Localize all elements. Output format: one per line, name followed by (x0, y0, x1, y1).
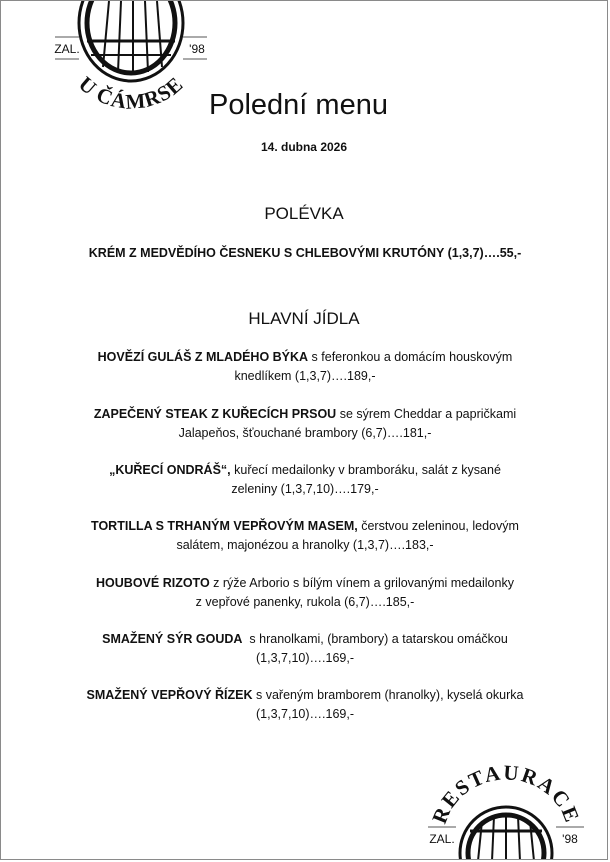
main-dish-description: s vařeným bramborem (hranolky), kyselá okurka (252, 688, 524, 702)
main-dish-line-2: (1,3,7,10)….169,- (256, 651, 354, 665)
main-dish-name: SMAŽENÝ VEPŘOVÝ ŘÍZEK (86, 688, 253, 702)
main-dish-description: se sýrem Cheddar a papričkami (336, 407, 517, 421)
main-dish-line-1 (31, 686, 579, 705)
logo-top-year: '98 (189, 42, 205, 56)
main-dish-line-1 (31, 348, 579, 367)
main-dish-name: SMAŽENÝ SÝR GOUDA (102, 632, 243, 646)
main-dish-line-2: knedlíkem (1,3,7)….189,- (234, 369, 376, 383)
main-dish-line-1 (31, 630, 579, 649)
main-dish-description: s feferonkou a domácím houskovým (308, 350, 513, 364)
main-dish-name: ZAPEČENÝ STEAK Z KUŘECÍCH PRSOU (93, 407, 337, 421)
logo-top-zal: ZAL. (54, 42, 80, 56)
main-dish-description: s hranolkami, (brambory) a tatarskou omáčkou (242, 632, 508, 646)
main-dish-name: TORTILLA S TRHANÝM VEPŘOVÝM MASEM, (91, 519, 358, 533)
main-dish-line-2: (1,3,7,10)….169,- (256, 707, 354, 721)
barrel-icon (460, 807, 552, 860)
main-dish-line-1 (31, 461, 579, 480)
logo-bottom-year: '98 (562, 832, 578, 846)
main-dish-name: HOVĚZÍ GULÁŠ Z MLADÉHO BÝKA (97, 350, 309, 364)
restaurant-logo-bottom (426, 753, 586, 860)
page-title: Polední menu (209, 89, 388, 121)
logo-bottom-name: RESTAURACE (427, 760, 585, 827)
main-dish-description: z rýže Arborio s bílým vínem a grilovanými medailonky (209, 576, 514, 590)
logo-top-name: U ČÁMRSE (73, 71, 189, 114)
mains-heading: HLAVNÍ JÍDLA (248, 309, 360, 328)
main-dish-description: čerstvou zeleninou, ledovým (357, 519, 519, 533)
main-dish-line-2: z vepřové panenky, rukola (6,7)….185,- (195, 595, 415, 609)
main-dish-line-1 (31, 517, 579, 536)
restaurant-logo-top (51, 1, 211, 131)
main-dish-name: „KUŘECÍ ONDRÁŠ“, (109, 463, 231, 477)
soup-heading: POLÉVKA (264, 204, 344, 223)
main-dish-line-1 (31, 574, 579, 593)
menu-date: 14. dubna 2026 (260, 140, 348, 154)
svg-text:U ČÁMRSE (74, 72, 188, 114)
main-dish-line-1 (31, 405, 579, 424)
main-dish-line-2: salátem, majonézou a hranolky (1,3,7)….183,- (176, 538, 434, 552)
soup-item: KRÉM Z MEDVĚDÍHO ČESNEKU S CHLEBOVÝMI KRUTÓNY (1,3,7)….55,- (88, 246, 522, 260)
logo-bottom-zal: ZAL. (429, 832, 455, 846)
main-dish-line-2: zeleniny (1,3,7,10)….179,- (231, 482, 379, 496)
barrel-icon (79, 1, 183, 81)
main-dish-name: HOUBOVÉ RIZOTO (96, 576, 210, 590)
main-dish-description: kuřecí medailonky v bramboráku, salát z kysané (230, 463, 501, 477)
main-dish-line-2: Jalapeňos, šťouchané brambory (6,7)….181,- (178, 426, 432, 440)
